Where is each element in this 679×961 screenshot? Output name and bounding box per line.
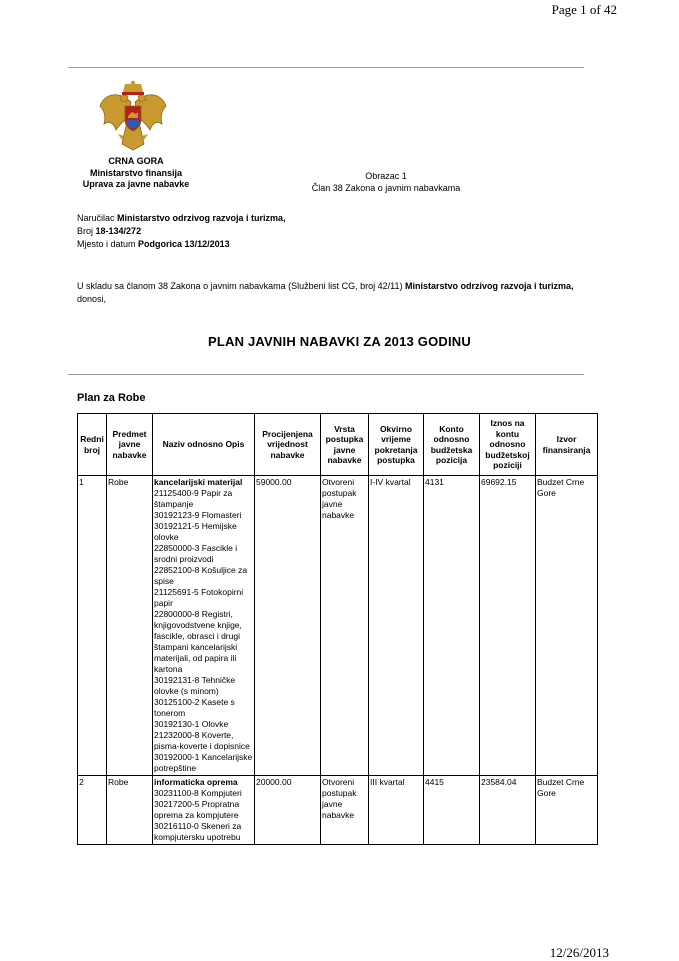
section-title: Plan za Robe (77, 392, 146, 404)
col-header: Predmet javne nabavke (107, 414, 153, 476)
form-number: Obrazac 1 (365, 171, 407, 181)
description-item: 22852100-8 Košuljice za spise (154, 565, 248, 586)
row-funding-source: Budzet Crne Gore (536, 476, 598, 776)
org-authority: Uprava za javne nabavke (82, 179, 190, 189)
row-timeframe: III kvartal (369, 776, 424, 845)
description-item: 22800000-8 Registri, knjigovodstvene knjige, fascikle, obrasci i drugi štampani kancelarijski materijali, od papira ili kartona (154, 609, 242, 674)
number-value: 18-134/272 (95, 226, 142, 236)
row-procedure: Otvoreni postupak javne nabavke (321, 476, 369, 776)
description-item: 30217200-5 Propratna oprema za kompjutere (154, 799, 240, 820)
table-row (78, 776, 598, 845)
contracting-value: Ministarstvo odrzivog razvoja i turizma, (117, 213, 286, 223)
table-header-row (78, 414, 598, 476)
contracting-label: Naručilac (77, 213, 115, 223)
intro-text: U skladu sa članom 38 Zakona o javnim nabavkama (Službeni list CG, broj 42/11) (77, 281, 403, 291)
row-account: 4131 (424, 476, 480, 776)
col-header: Izvor finansiranja (536, 414, 598, 476)
description-title: informaticka oprema (154, 777, 238, 787)
description-item: 30192131-8 Tehničke olovke (s minom) (154, 675, 236, 696)
description-item: 21125400-9 Papir za štampanje (154, 488, 233, 509)
footer-date: 12/26/2013 (549, 945, 609, 960)
document-meta (77, 212, 286, 251)
org-ministry: Ministarstvo finansija (89, 167, 183, 178)
row-subject: Robe (107, 776, 153, 845)
col-header: Vrsta postupka javne nabavke (321, 414, 369, 476)
document-title: PLAN JAVNIH NABAVKI ZA 2013 GODINU (208, 334, 471, 349)
place-value: Podgorica 13/12/2013 (138, 239, 230, 249)
col-header: Iznos na kontu odnosno budžetskoj poziciji (480, 414, 536, 476)
montenegro-coat-of-arms-icon (98, 80, 168, 154)
row-amount: 23584.04 (480, 776, 536, 845)
col-header: Redni broj (78, 414, 107, 476)
description-item: 30192000-1 Kancelarijske potrepštine (154, 752, 253, 773)
description-item: 30192121-5 Hemijske olovke (154, 521, 237, 542)
intro-organization: Ministarstvo odrzivog razvoja i turizma, (405, 281, 574, 291)
row-number: 2 (78, 776, 107, 845)
row-value: 20000.00 (255, 776, 321, 845)
col-header: Okvirno vrijeme pokretanja postupka (369, 414, 424, 476)
row-number: 1 (78, 476, 107, 776)
description-item: 30216110-0 Skeneri za kompjutersku upotrebu (154, 821, 242, 842)
form-law-article: Član 38 Zakona o javnim nabavkama (311, 182, 461, 193)
description-item: 21232000-8 Koverte, pisma-koverte i dopisnice (154, 730, 250, 751)
page-number: Page 1 of 42 (551, 2, 617, 17)
row-description (153, 476, 255, 776)
row-value: 59000.00 (255, 476, 321, 776)
col-header: Procijenjena vrijednost nabavke (255, 414, 321, 476)
table-row (78, 476, 598, 776)
section-divider (68, 374, 584, 375)
place-label: Mjesto i datum (77, 239, 136, 249)
row-funding-source: Budzet Crne Gore (536, 776, 598, 845)
row-procedure: Otvoreni postupak javne nabavke (321, 776, 369, 845)
organization-block (56, 156, 216, 191)
col-header: Naziv odnosno Opis (153, 414, 255, 476)
row-account: 4415 (424, 776, 480, 845)
procurement-table (77, 413, 598, 845)
col-header: Konto odnosno budžetska pozicija (424, 414, 480, 476)
row-amount: 69692.15 (480, 476, 536, 776)
number-label: Broj (77, 226, 94, 236)
form-reference (296, 171, 476, 194)
row-timeframe: I-IV kvartal (369, 476, 424, 776)
intro-paragraph (77, 280, 577, 305)
description-item: 30125100-2 Kasete s tonerom (154, 697, 235, 718)
description-item: 22850000-3 Fascikle i srodni proizvodi (154, 543, 238, 564)
row-subject: Robe (107, 476, 153, 776)
description-item: 21125691-5 Fotokopirni papir (154, 587, 244, 608)
description-title: kancelarijski materijal (154, 477, 243, 487)
description-item: 30192130-1 Olovke (154, 719, 229, 729)
org-country: CRNA GORA (108, 156, 164, 166)
description-item: 30231100-8 Kompjuteri (154, 788, 242, 798)
intro-suffix: donosi, (77, 293, 107, 304)
top-divider (68, 67, 584, 68)
row-description (153, 776, 255, 845)
description-item: 30192123-9 Flomasteri (154, 510, 242, 520)
